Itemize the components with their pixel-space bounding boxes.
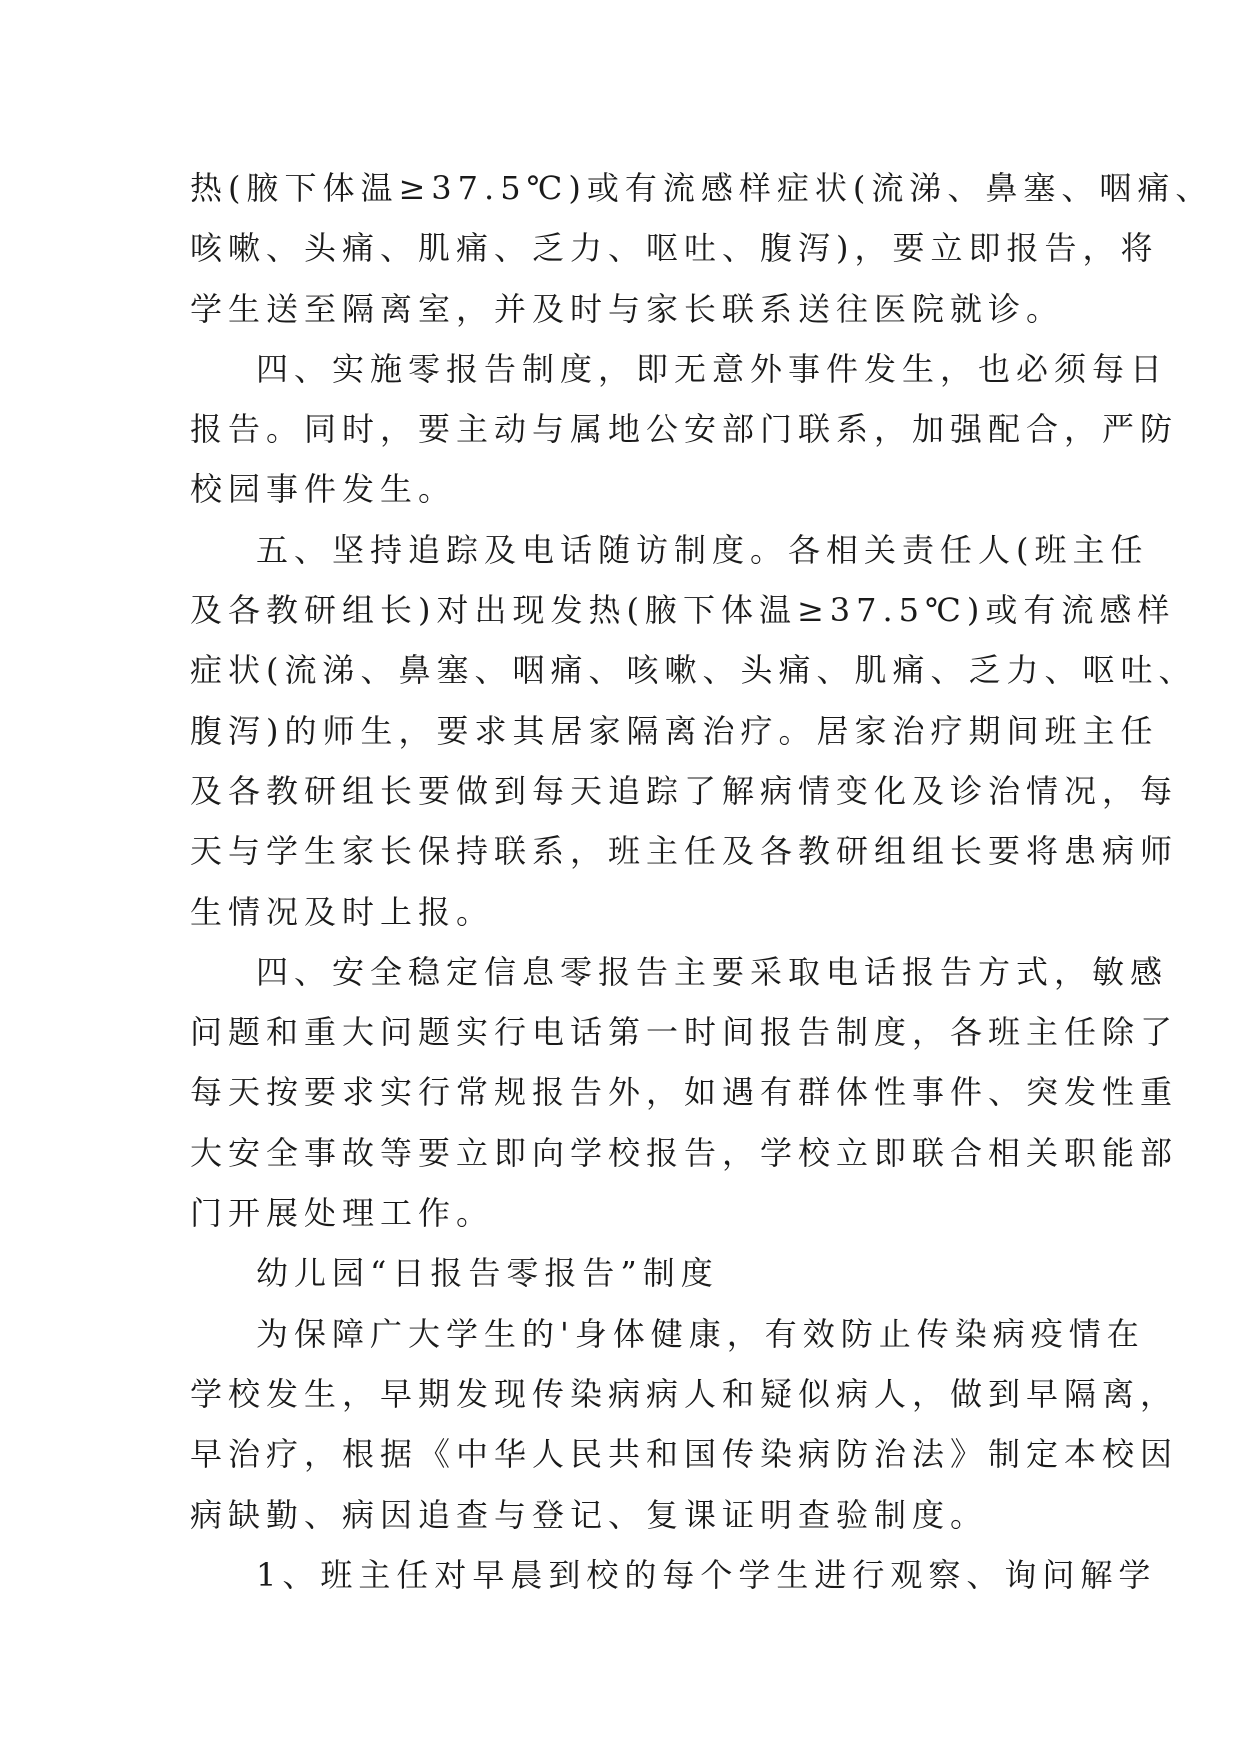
text-line: 咳嗽、头痛、肌痛、乏力、呕吐、腹泻)，要立即报告，将 [190, 229, 1159, 268]
text-line: 幼儿园“日报告零报告”制度 [256, 1254, 719, 1293]
text-line: 学校发生，早期发现传染病病人和疑似病人，做到早隔离， [190, 1374, 1179, 1413]
text-line: 天与学生家长保持联系，班主任及各教研组组长要将患病师 [190, 832, 1179, 871]
text-line: 病缺勤、病因追查与登记、复课证明查验制度。 [190, 1495, 989, 1534]
text-line: 四、安全稳定信息零报告主要采取电话报告方式，敏感 [256, 952, 1169, 991]
text-line: 腹泻)的师生，要求其居家隔离治疗。居家治疗期间班主任 [190, 711, 1159, 750]
text-line: 校园事件发生。 [190, 470, 457, 509]
text-line: 热(腋下体温≥37.5℃)或有流感样症状(流涕、鼻塞、咽痛、 [190, 169, 1214, 207]
text-line: 及各教研组长)对出现发热(腋下体温≥37.5℃)或有流感样 [190, 591, 1176, 630]
text-line: 大安全事故等要立即向学校报告，学校立即联合相关职能部 [190, 1133, 1179, 1172]
document-page [190, 158, 1214, 1605]
text-line: 报告。同时，要主动与属地公安部门联系，加强配合，严防 [190, 410, 1179, 449]
text-line: 问题和重大问题实行电话第一时间报告制度，各班主任除了 [190, 1013, 1179, 1052]
text-line: 1、班主任对早晨到校的每个学生进行观察、询问解学 [256, 1555, 1157, 1594]
text-line: 四、实施零报告制度，即无意外事件发生，也必须每日 [256, 349, 1169, 388]
text-line: 每天按要求实行常规报告外，如遇有群体性事件、突发性重 [190, 1073, 1179, 1112]
text-line: 症状(流涕、鼻塞、咽痛、咳嗽、头痛、肌痛、乏力、呕吐、 [190, 651, 1197, 690]
text-line: 及各教研组长要做到每天追踪了解病情变化及诊治情况，每 [190, 771, 1179, 810]
text-line: 门开展处理工作。 [190, 1194, 495, 1233]
text-line: 早治疗，根据《中华人民共和国传染病防治法》制定本校因 [190, 1435, 1179, 1474]
text-line: 学生送至隔离室，并及时与家长联系送往医院就诊。 [190, 289, 1065, 328]
text-line: 为保障广大学生的'身体健康，有效防止传染病疫情在 [256, 1314, 1145, 1353]
text-line: 五、坚持追踪及电话随访制度。各相关责任人(班主任 [256, 530, 1149, 569]
text-line: 生情况及时上报。 [190, 892, 495, 931]
